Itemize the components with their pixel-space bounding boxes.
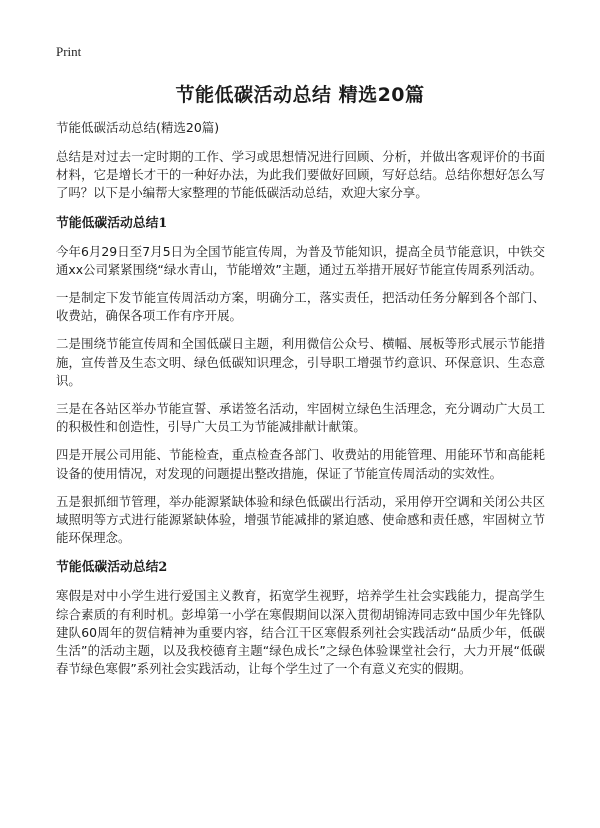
paragraph: 寒假是对中小学生进行爱国主义教育，拓宽学生视野，培养学生社会实践能力，提高学生综合素质的有利时机。彭埠第一小学在寒假期间以深入贯彻胡锦涛同志致中国少年先锋队建队60周年的贺信精神为重要内容，结合江干区寒假系列社会实践活动“品质少年，低碳生活”的活动主题，以及我校德育主题“绿色成长”之绿色体验课堂社会行，大力开展“低碳春节绿色寒假”系列社会实践活动，让每个学生过了一个有意义充实的假期。 xyxy=(56,588,545,677)
paragraph: 二是围绕节能宣传周和全国低碳日主题，利用微信公众号、横幅、展板等形式展示节能措施，宣传普及生态文明、绿色低碳知识理念，引导职工增强节约意识、环保意识、生态意识。 xyxy=(56,336,545,388)
page-title: 节能低碳活动总结 精选20篇 xyxy=(175,84,425,106)
print-link[interactable]: Print xyxy=(56,44,82,59)
paragraph: 一是制定下发节能宣传周活动方案，明确分工，落实责任，把活动任务分解到各个部门、收费站，确保各项工作有序开展。 xyxy=(56,290,545,324)
section-heading-2: 节能低碳活动总结2 xyxy=(56,560,168,576)
paragraph: 三是在各站区举办节能宣誓、承诺签名活动，牢固树立绿色生活理念，充分调动广大员工的积极性和创造性，引导广大员工为节能减排献计献策。 xyxy=(56,401,545,435)
paragraph: 五是狠抓细节管理，举办能源紧缺体验和绿色低碳出行活动，采用停开空调和关闭公共区域照明等方式进行能源紧缺体验，增强节能减排的紧迫感、使命感和责任感，牢固树立节能环保理念。 xyxy=(56,493,545,546)
document-body xyxy=(56,119,545,688)
intro-paragraph: 总结是对过去一定时期的工作、学习或思想情况进行回顾、分析，并做出客观评价的书面材料，它是增长才干的一种好办法，为此我们要做好回顾，写好总结。总结你想好怎么写了吗？以下是小编帮大家整理的节能低碳活动总结，欢迎大家分享。 xyxy=(56,149,545,201)
paragraph: 今年6月29日至7月5日为全国节能宣传周，为普及节能知识，提高全员节能意识，中铁交通xx公司紧紧围绕“绿水青山，节能增效”主题，通过五举措开展好节能宣传周系列活动。 xyxy=(56,243,545,277)
document-subtitle: 节能低碳活动总结(精选20篇) xyxy=(56,120,220,135)
section-heading-1: 节能低碳活动总结1 xyxy=(56,215,168,231)
paragraph: 四是开展公司用能、节能检查，重点检查各部门、收费站的用能管理、用能环节和高能耗设备的使用情况，对发现的问题提出整改措施，保证了节能宣传周活动的实效性。 xyxy=(56,447,545,481)
